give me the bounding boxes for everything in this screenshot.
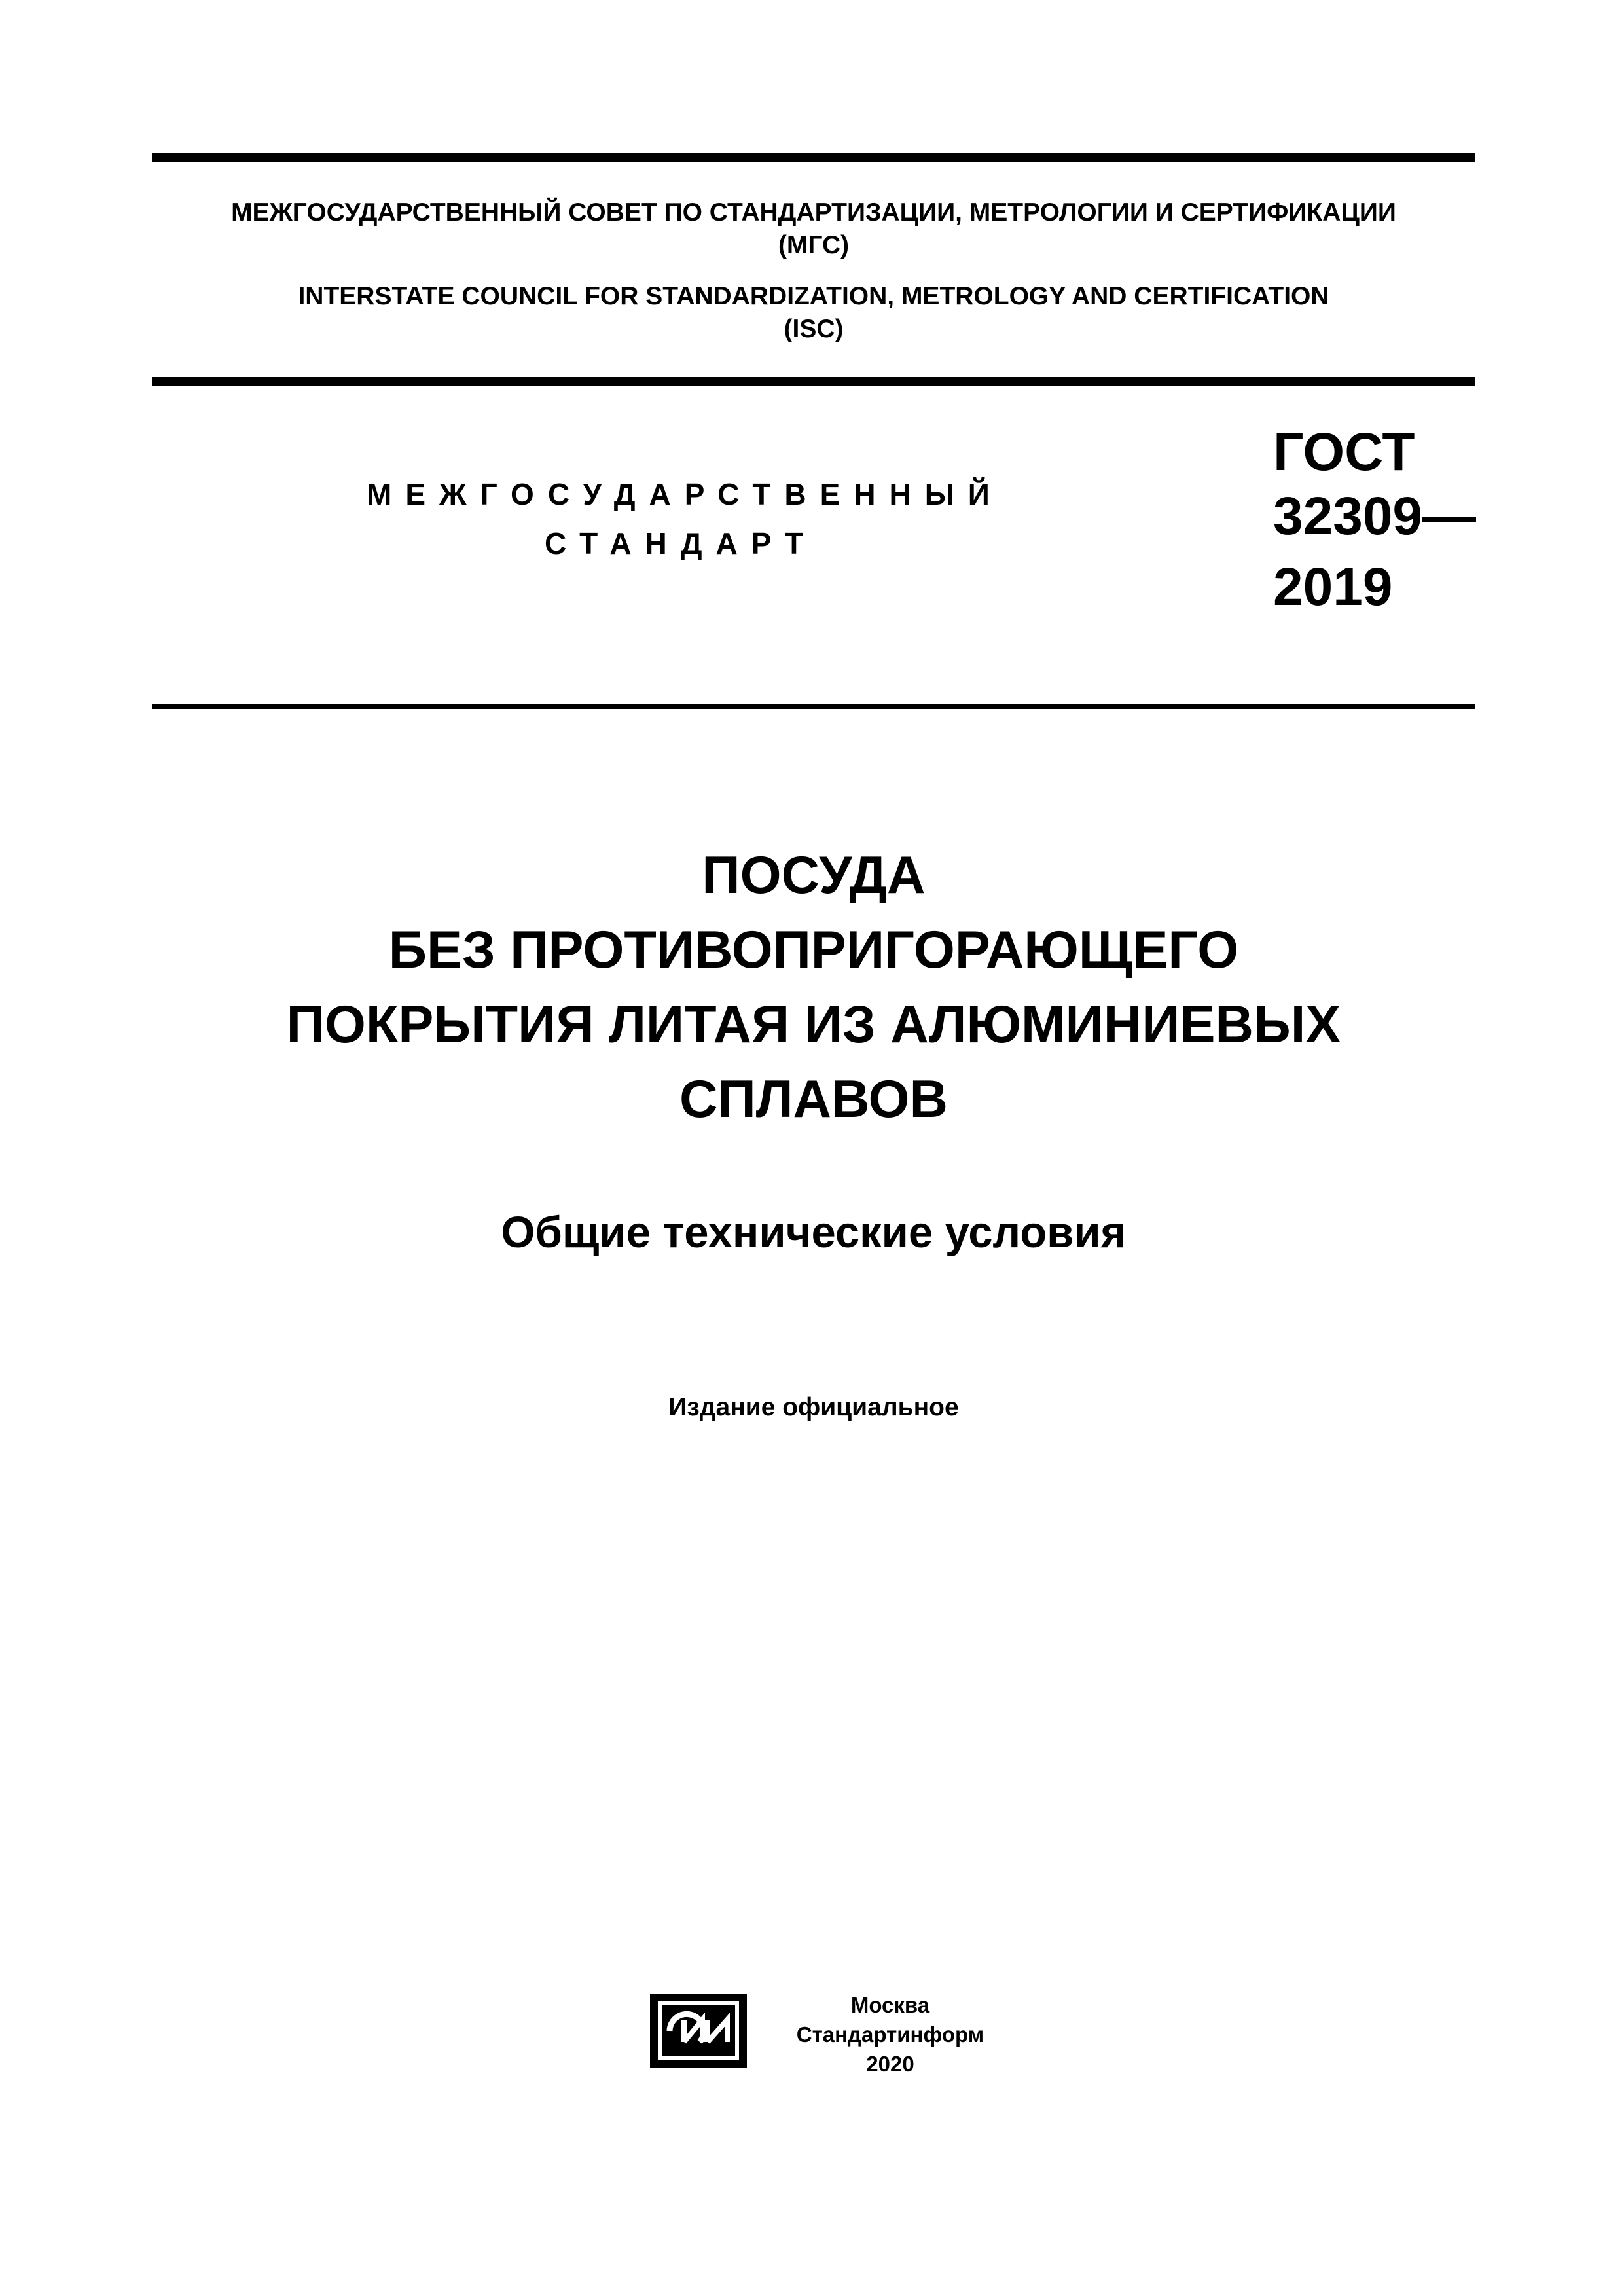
- document-subtitle: Общие технические условия: [501, 1208, 1127, 1257]
- standard-kind-line2: СТАНДАРТ: [545, 526, 817, 560]
- designation-number: 32309—: [1273, 486, 1477, 546]
- publisher-year: 2020: [866, 2052, 914, 2076]
- document-title: [152, 838, 1475, 1137]
- standartinform-logo-icon: [650, 1994, 747, 2068]
- title-line: СПЛАВОВ: [679, 1070, 948, 1129]
- publisher-city: Москва: [850, 1993, 930, 2017]
- title-line: ПОКРЫТИЯ ЛИТАЯ ИЗ АЛЮМИНИЕВЫХ: [286, 995, 1341, 1054]
- designation-year: 2019: [1273, 557, 1393, 617]
- title-line: ПОСУДА: [702, 846, 926, 905]
- publisher-name: Стандартинформ: [796, 2022, 984, 2047]
- top-rule: [152, 153, 1475, 162]
- council-abbr-ru: (МГС): [778, 231, 850, 259]
- title-line: БЕЗ ПРОТИВОПРИГОРАЮЩЕГО: [388, 920, 1239, 979]
- council-abbr-en: (ISC): [784, 315, 844, 343]
- designation-prefix: ГОСТ: [1273, 422, 1415, 482]
- lower-rule: [152, 704, 1475, 709]
- publisher-block: [753, 1990, 1028, 2079]
- standard-kind-line1: МЕЖГОСУДАРСТВЕННЫЙ: [367, 477, 1003, 511]
- edition-note: Издание официальное: [668, 1393, 959, 1421]
- council-header: [152, 196, 1475, 346]
- council-name-ru: МЕЖГОСУДАРСТВЕННЫЙ СОВЕТ ПО СТАНДАРТИЗАЦИИ, МЕТРОЛОГИИ И СЕРТИФИКАЦИИ: [231, 198, 1396, 227]
- middle-rule: [152, 377, 1475, 386]
- council-name-en: INTERSTATE COUNCIL FOR STANDARDIZATION, METROLOGY AND CERTIFICATION: [298, 282, 1329, 310]
